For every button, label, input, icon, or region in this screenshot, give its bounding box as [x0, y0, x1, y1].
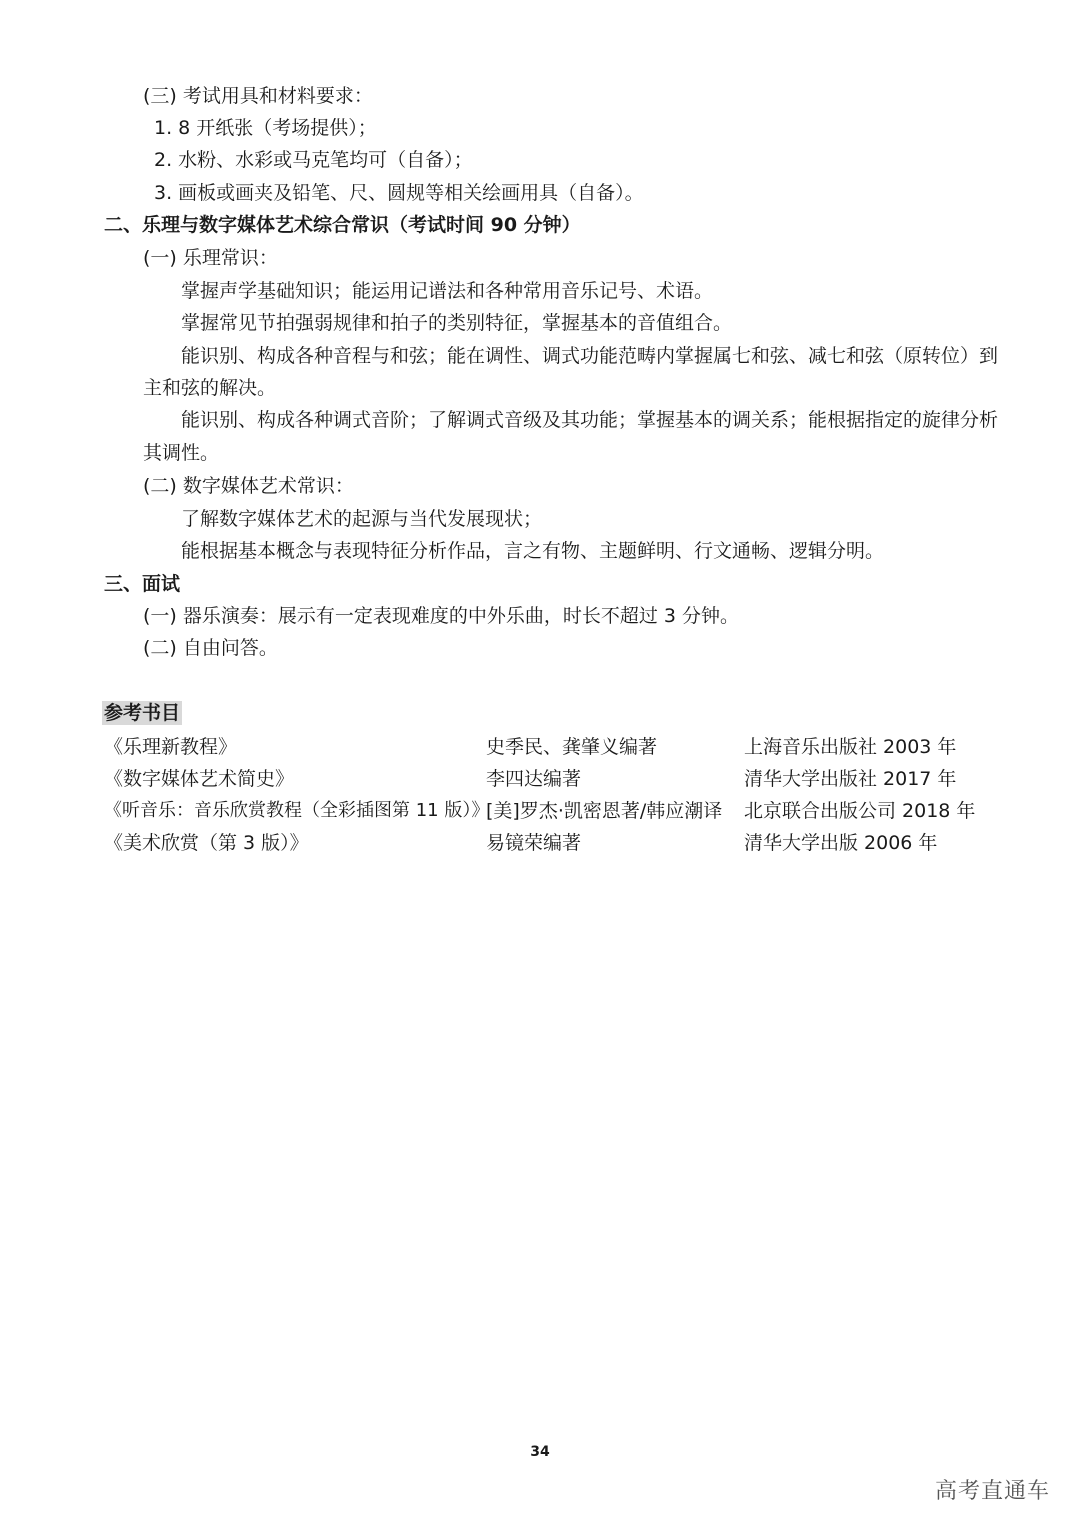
materials-item-1: 1. 8 开纸张（考场提供）； — [154, 117, 377, 139]
reference-author: [美]罗杰·凯密恩著/韩应潮译 — [486, 800, 723, 822]
part2-title: 二、乐理与数字媒体艺术综合常识（考试时间 90 分钟） — [104, 214, 581, 236]
music-theory-p3-line2: 主和弦的解决。 — [143, 377, 277, 399]
materials-item-3: 3. 画板或画夹及铅笔、尺、圆规等相关绘画用具（自备）。 — [154, 182, 644, 204]
digital-media-heading: (二) 数字媒体艺术常识： — [143, 475, 354, 497]
reference-publisher: 清华大学出版社 2017 年 — [744, 768, 957, 790]
part3-title: 三、面试 — [104, 573, 181, 595]
watermark: 高考直通车 — [934, 1479, 1050, 1504]
music-theory-p4-line1: 能识别、构成各种调式音阶；了解调式音级及其功能；掌握基本的调关系；能根据指定的旋律分析 — [181, 409, 999, 431]
reference-title: 《听音乐：音乐欣赏教程（全彩插图第 11 版）》 — [104, 800, 490, 821]
music-theory-p4-line2: 其调性。 — [143, 442, 220, 464]
digital-media-p2: 能根据基本概念与表现特征分析作品，言之有物、主题鲜明、行文通畅、逻辑分明。 — [181, 540, 885, 562]
reference-author: 易镜荣编著 — [486, 832, 582, 854]
materials-item-2: 2. 水粉、水彩或马克笔均可（自备）； — [154, 149, 473, 171]
interview-item-1: (一) 器乐演奏：展示有一定表现难度的中外乐曲，时长不超过 3 分钟。 — [143, 605, 740, 627]
interview-item-2: (二) 自由问答。 — [143, 637, 278, 659]
music-theory-p2: 掌握常见节拍强弱规律和拍子的类别特征，掌握基本的音值组合。 — [181, 312, 733, 334]
reference-author: 李四达编著 — [486, 768, 582, 790]
digital-media-p1: 了解数字媒体艺术的起源与当代发展现状； — [181, 508, 543, 530]
reference-title: 《数字媒体艺术简史》 — [104, 768, 295, 790]
music-theory-p3-line1: 能识别、构成各种音程与和弦；能在调性、调式功能范畴内掌握属七和弦、减七和弦（原转位）到 — [181, 345, 999, 367]
reference-publisher: 上海音乐出版社 2003 年 — [744, 736, 957, 758]
materials-heading: (三) 考试用具和材料要求： — [143, 85, 373, 107]
music-theory-p1: 掌握声学基础知识；能运用记谱法和各种常用音乐记号、术语。 — [181, 280, 714, 302]
page-number: 34 — [530, 1444, 550, 1460]
reference-author: 史季民、龚肇义编著 — [486, 736, 658, 758]
reference-publisher: 清华大学出版 2006 年 — [744, 832, 938, 854]
references-heading: 参考书目 — [104, 702, 181, 724]
reference-publisher: 北京联合出版公司 2018 年 — [744, 800, 976, 822]
music-theory-heading: (一) 乐理常识： — [143, 247, 278, 269]
reference-title: 《乐理新教程》 — [104, 736, 238, 758]
reference-title: 《美术欣赏（第 3 版）》 — [104, 832, 309, 854]
